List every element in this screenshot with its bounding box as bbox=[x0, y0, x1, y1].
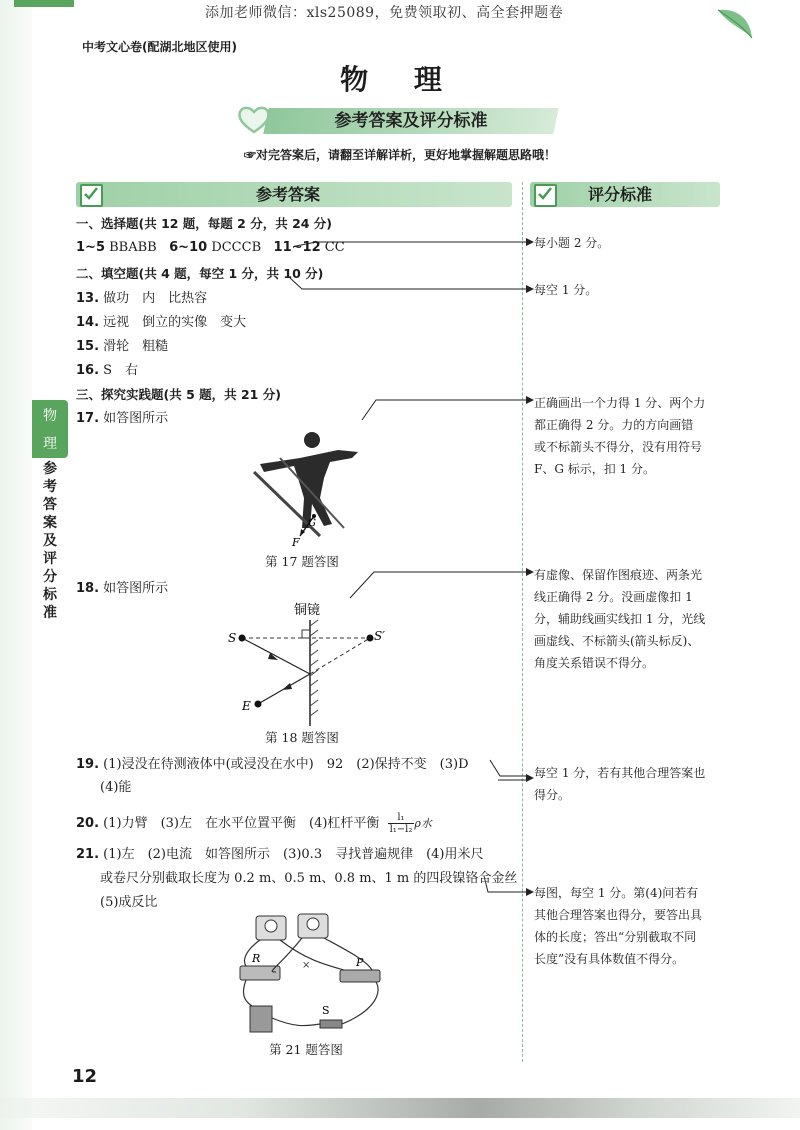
answers-header-title: 参考答案 bbox=[256, 185, 321, 204]
fraction-formula: $\frac{\text{l₁}}{\text{l₁−l₂}}$ bbox=[389, 812, 413, 835]
answer-19-line2: (4)能 bbox=[100, 780, 132, 795]
pencil-icon: ☞ bbox=[243, 148, 256, 162]
answer-13: 13. 做功 内 比热容 bbox=[76, 291, 208, 306]
fig17-G-label: G bbox=[308, 518, 316, 529]
fig18-title: 铜镜 bbox=[294, 603, 321, 618]
fig21-P-label: P bbox=[356, 956, 364, 969]
figure-18-mirror bbox=[222, 598, 402, 728]
fig18-S-label: S bbox=[228, 631, 237, 645]
scoring-header-title: 评分标准 bbox=[588, 185, 653, 204]
scoring-17: 正确画出一个力得 1 分、两个力 都正确得 2 分。力的方向画错 或不标箭头不得分，没有用符号 F、G 标示，扣 1 分。 bbox=[534, 396, 706, 476]
answer-15: 15. 滑轮 粗糙 bbox=[76, 339, 169, 354]
answer-20: 20. (1)力臂 (3)左 在水平位置平衡 (4)杠杆平衡 $\frac{\text{l₁}}{\text{l₁−l₂}}$ ρ水 bbox=[76, 812, 432, 835]
svg-text:×: × bbox=[302, 960, 311, 971]
section-inquiry: 三、探究实践题(共 5 题，共 21 分) bbox=[76, 387, 281, 402]
figure-21-caption: 第 21 题答图 bbox=[269, 1042, 343, 1057]
scoring-2: 每空 1 分。 bbox=[534, 283, 598, 297]
answer-16: 16. S 右 bbox=[76, 363, 139, 378]
top-green-strip bbox=[14, 0, 74, 7]
series-label: 中考文心卷(配湖北地区使用) bbox=[82, 40, 237, 54]
fig18-E-label: E bbox=[242, 699, 251, 713]
subject-tab bbox=[32, 400, 68, 458]
tip-text: 对完答案后，请翻至详解详析，更好地掌握解题思路哦！ bbox=[256, 148, 557, 162]
figure-17-skier bbox=[240, 428, 380, 548]
answer-19-line1: 19. (1)浸没在待测液体中(或浸没在水中) 92 (2)保持不变 (3)D bbox=[76, 757, 469, 772]
banner-title: 参考答案及评分标准 bbox=[334, 111, 488, 131]
fig17-F-label: F bbox=[292, 536, 300, 548]
figure-17-caption: 第 17 题答图 bbox=[265, 554, 339, 569]
fig21-S-label: S bbox=[322, 1004, 330, 1017]
choice-answers: 1~5 BBABB 6~10 DCCCB 11~12 CC bbox=[76, 240, 345, 255]
figure-21-circuit bbox=[236, 910, 386, 1038]
fig18-S2-label: S′ bbox=[374, 629, 385, 643]
answer-14: 14. 远视 倒立的实像 变大 bbox=[76, 315, 247, 330]
corner-leaf-icon bbox=[716, 6, 754, 40]
section-choice: 一、选择题(共 12 题，每题 2 分，共 24 分) bbox=[76, 216, 333, 231]
checkbox-icon bbox=[80, 184, 103, 207]
scoring-1: 每小题 2 分。 bbox=[534, 236, 610, 250]
page-title: 物 理 bbox=[340, 63, 460, 96]
watermark-text: 添加老师微信：xls25089，免费领取初、高全套押题卷 bbox=[205, 5, 564, 21]
fig21-R-label: R bbox=[252, 952, 261, 965]
scoring-21: 每图，每空 1 分。第(4)问若有 其他合理答案也得分，要答出具 体的长度；答出“分别截取不同 长度”没有具体数值不得分。 bbox=[534, 886, 703, 966]
page-number: 12 bbox=[72, 1066, 98, 1087]
side-vertical-label: 参考答案及评分标准 bbox=[43, 461, 57, 621]
answer-21-line3: (5)成反比 bbox=[100, 895, 158, 910]
banner bbox=[236, 104, 556, 136]
scoring-19: 每空 1 分，若有其他合理答案也 得分。 bbox=[534, 766, 706, 802]
answers-header bbox=[76, 182, 512, 207]
subject-tab-line1: 物 bbox=[43, 408, 57, 424]
answer-17: 17. 如答图所示 bbox=[76, 411, 169, 426]
checkbox-icon bbox=[534, 184, 557, 207]
bottom-scan-strip bbox=[0, 1098, 800, 1118]
answer-21-line1: 21. (1)左 (2)电流 如答图所示 (3)0.3 寻找普遍规律 (4)用米尺 bbox=[76, 847, 484, 862]
subject-tab-line2: 理 bbox=[43, 436, 57, 452]
answer-18: 18. 如答图所示 bbox=[76, 581, 169, 596]
answer-21-line2: 或卷尺分别截取长度为 0.2 m、0.5 m、0.8 m、1 m 的四段镍铬合金丝 bbox=[100, 871, 518, 886]
tip-line bbox=[0, 146, 800, 163]
figure-18-caption: 第 18 题答图 bbox=[265, 730, 339, 745]
section-fill: 二、填空题(共 4 题，每空 1 分，共 10 分) bbox=[76, 266, 324, 281]
column-divider bbox=[522, 182, 523, 1062]
scoring-18: 有虚像、保留作图痕迹、两条光 线正确得 2 分。没画虚像扣 1 分，辅助线画实线扣 1 分，光线 画虚线、不标箭头(箭头标反)、 角度关系错误不得分。 bbox=[534, 568, 706, 670]
left-margin-band bbox=[0, 0, 32, 1130]
scoring-header bbox=[530, 182, 720, 207]
